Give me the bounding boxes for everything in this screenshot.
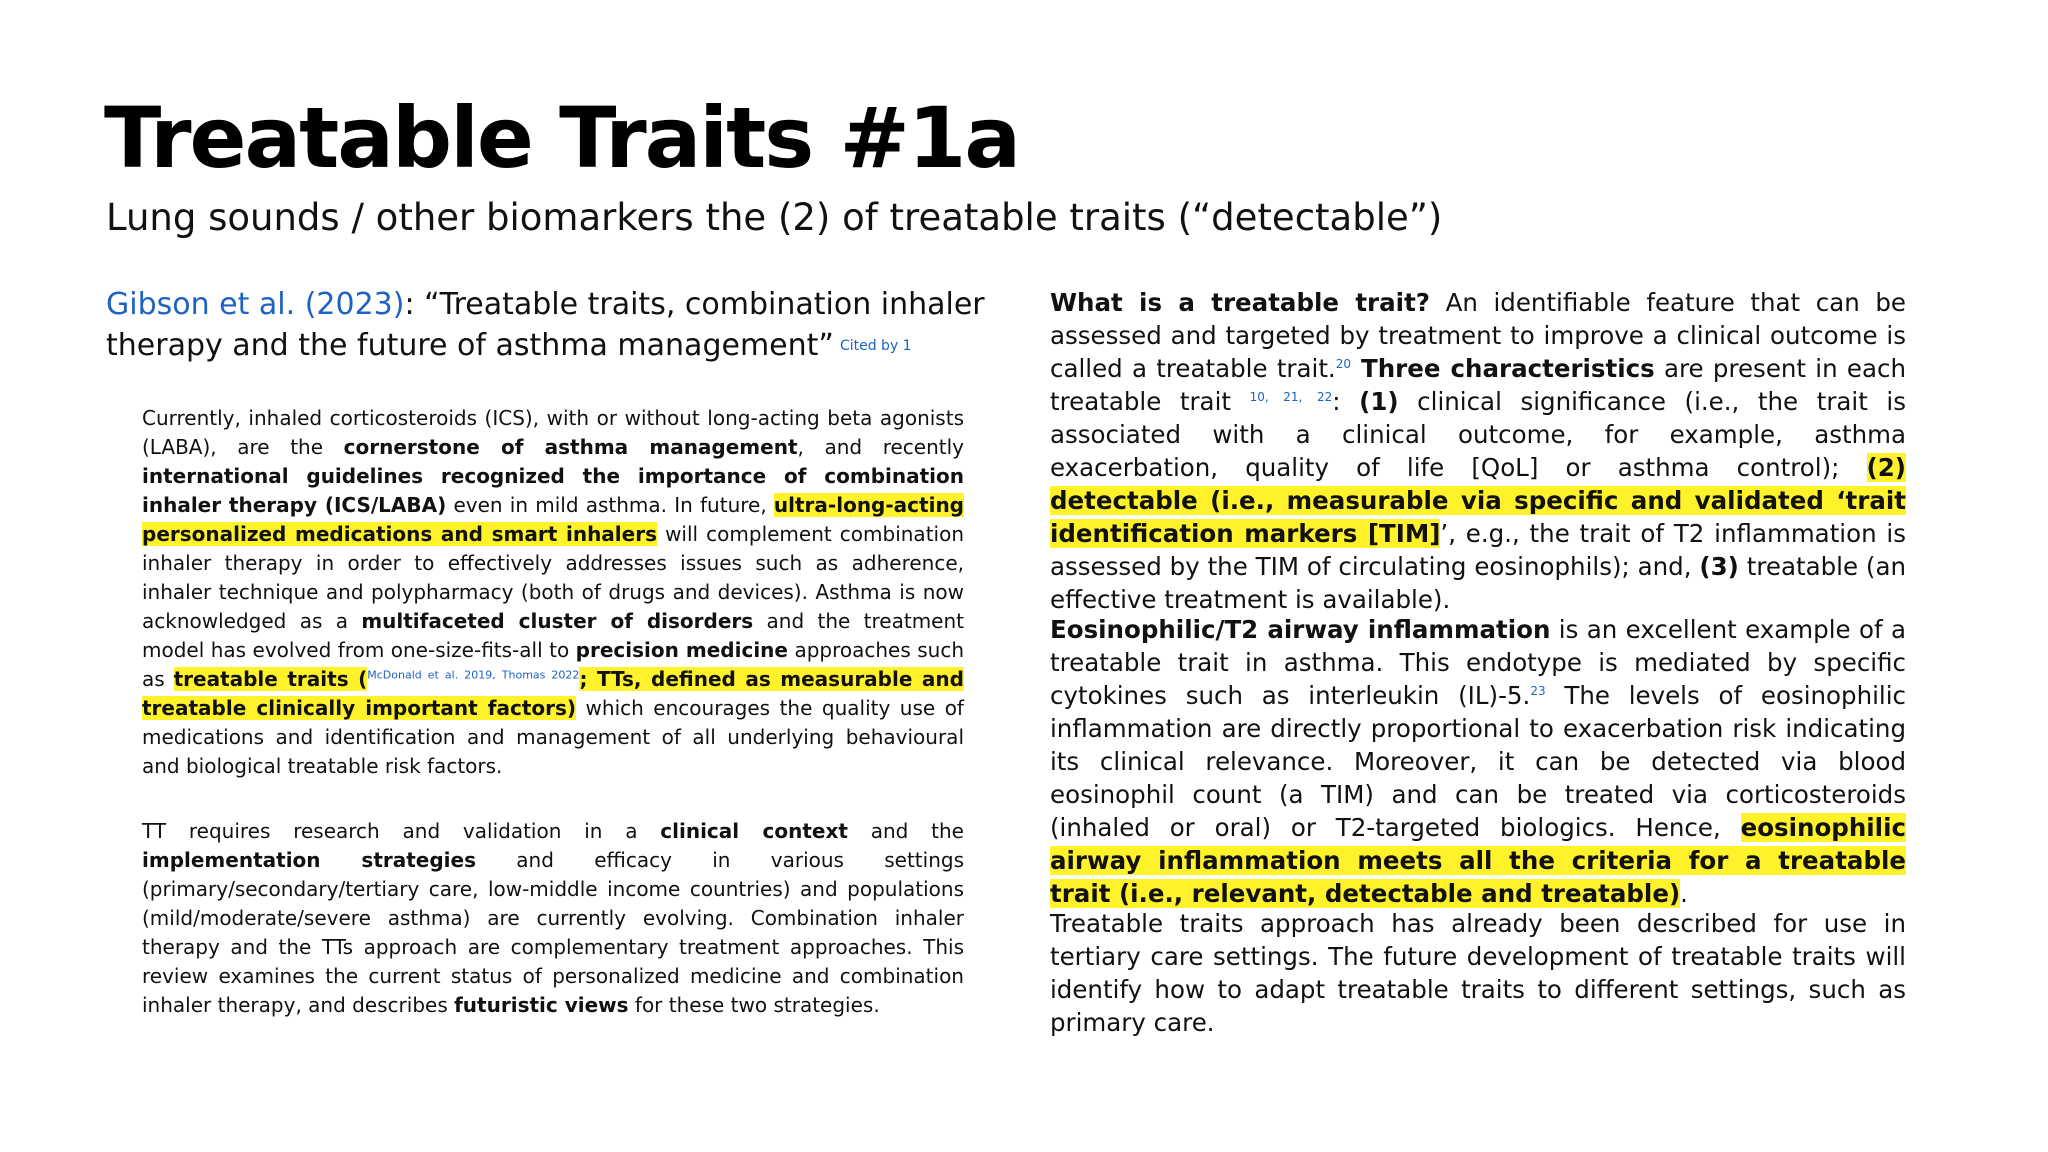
reference-link[interactable]: 10, 21, 22 bbox=[1249, 389, 1333, 404]
abstract-paragraph-1 bbox=[142, 404, 964, 781]
reference-separator: , bbox=[492, 668, 502, 682]
highlighted-phrase: ultra-long-acting personalized medications and smart inhalers bbox=[142, 493, 964, 546]
paper-citation-heading bbox=[106, 284, 1006, 367]
bold-phrase: implementation strategies bbox=[142, 848, 477, 872]
bold-phrase: (1) bbox=[1359, 387, 1399, 416]
text: An identifiable feature that can be assessed and targeted by treatment to improve a clinical outcome is called a treatable trait. bbox=[1050, 288, 1907, 383]
cited-by-link[interactable]: Cited by 1 bbox=[839, 338, 912, 354]
text: will complement combination inhaler therapy in order to effectively addresses issues such as adherence, inhaler technique and polypharmacy (both of drugs and devices). Asthma is now acknowledged as a bbox=[142, 522, 965, 633]
reference-link[interactable]: McDonald et al. 2019 bbox=[367, 668, 493, 682]
bold-phrase: precision medicine bbox=[575, 638, 788, 662]
text: : bbox=[1332, 387, 1360, 416]
text: . bbox=[1680, 879, 1688, 908]
text: The levels of eosinophilic inflammation are directly proportional to exacerbation risk indicating its clinical relevance. Moreover, it can be detected via blood eosinophil count (a TIM) and can be treated via corticosteroids (inhaled or oral) or T2-targeted biologics. Hence, bbox=[1050, 681, 1907, 842]
bold-phrase: futuristic views bbox=[454, 993, 629, 1017]
text: Currently, inhaled corticosteroids (ICS), with or without long-acting beta agonists (LABA), are the bbox=[142, 406, 964, 459]
highlighted-phrase: (2) detectable (i.e., measurable via specific and validated ‘trait identification markers [TIM] bbox=[1050, 453, 1906, 548]
bold-phrase: Three characteristics bbox=[1351, 354, 1655, 383]
abstract-paragraph-2 bbox=[142, 817, 964, 1020]
bold-phrase: What is a treatable trait? bbox=[1050, 288, 1430, 317]
reference-link[interactable]: 20 bbox=[1335, 356, 1351, 371]
bold-phrase: (3) bbox=[1699, 552, 1739, 581]
bold-phrase: cornerstone of asthma management bbox=[343, 435, 798, 459]
text: and the bbox=[847, 819, 964, 843]
text: clinical significance (i.e., the trait is associated with a clinical outcome, for example, asthma exacerbation, quality of life [QoL] or asthma control); bbox=[1050, 387, 1906, 482]
page-title: Treatable Traits #1a bbox=[104, 89, 1020, 187]
text: are present in each treatable trait bbox=[1050, 354, 1906, 416]
paper-citation-link[interactable]: Gibson et al. (2023) bbox=[106, 287, 405, 322]
bold-phrase: clinical context bbox=[660, 819, 848, 843]
text: Treatable traits approach has already been described for use in tertiary care settings. The future development of treatable traits will identify how to adapt treatable traits to different settings, such as primary care. bbox=[1050, 909, 1906, 1037]
text: is an excellent example of a treatable trait in asthma. This endotype is mediated by specific cytokines such as interleukin (IL)-5. bbox=[1050, 615, 1906, 710]
page-subtitle: Lung sounds / other biomarkers the (2) of treatable traits (“detectable”) bbox=[106, 196, 1443, 239]
bold-phrase: multifaceted cluster of disorders bbox=[361, 609, 754, 633]
text: for these two strategies. bbox=[628, 993, 880, 1017]
paper-title: “Treatable traits, combination inhaler therapy and the future of asthma management” bbox=[106, 287, 985, 363]
text: and the treatment model has evolved from one-size-fits-all to bbox=[142, 609, 964, 662]
reference-link[interactable]: 23 bbox=[1530, 683, 1546, 698]
highlighted-phrase: treatable traits ( bbox=[173, 667, 368, 691]
text: and efficacy in various settings (primary/secondary/tertiary care, low-middle income countries) and populations (mild/moderate/severe asthma) are currently evolving. Combination inhaler therapy and the TTs approach are complementary treatment approaches. This review examines the current status of personalized medicine and combination inhaler therapy, and describes bbox=[142, 848, 964, 1017]
text: , and recently bbox=[797, 435, 965, 459]
text: even in mild asthma. In future, bbox=[446, 493, 774, 517]
bold-phrase: international guidelines recognized the importance of combination inhaler therapy (ICS/LABA) bbox=[142, 464, 964, 517]
bold-phrase: Eosinophilic/T2 airway inflammation bbox=[1050, 615, 1551, 644]
text: treatable (an effective treatment is available). bbox=[1050, 552, 1906, 614]
definition-paragraph bbox=[1050, 286, 1906, 616]
text: approaches such as bbox=[142, 638, 964, 691]
text: which encourages the quality use of medications and identification and management of all underlying behavioural and biological treatable risk factors. bbox=[142, 696, 964, 778]
example-paragraph bbox=[1050, 613, 1906, 910]
highlighted-phrase: eosinophilic airway inflammation meets all the criteria for a treatable trait (i.e., relevant, detectable and treatable) bbox=[1050, 813, 1906, 908]
citation-colon: : bbox=[404, 287, 425, 322]
highlighted-phrase: ; TTs, defined as measurable and treatable clinically important factors) bbox=[142, 667, 964, 720]
reference-link[interactable]: Thomas 2022 bbox=[501, 668, 580, 682]
text: TT requires research and validation in a bbox=[142, 819, 661, 843]
text: ’, e.g., the trait of T2 inflammation is assessed by the TIM of circulating eosinophils); and, bbox=[1050, 519, 1906, 581]
future-paragraph bbox=[1050, 907, 1906, 1039]
